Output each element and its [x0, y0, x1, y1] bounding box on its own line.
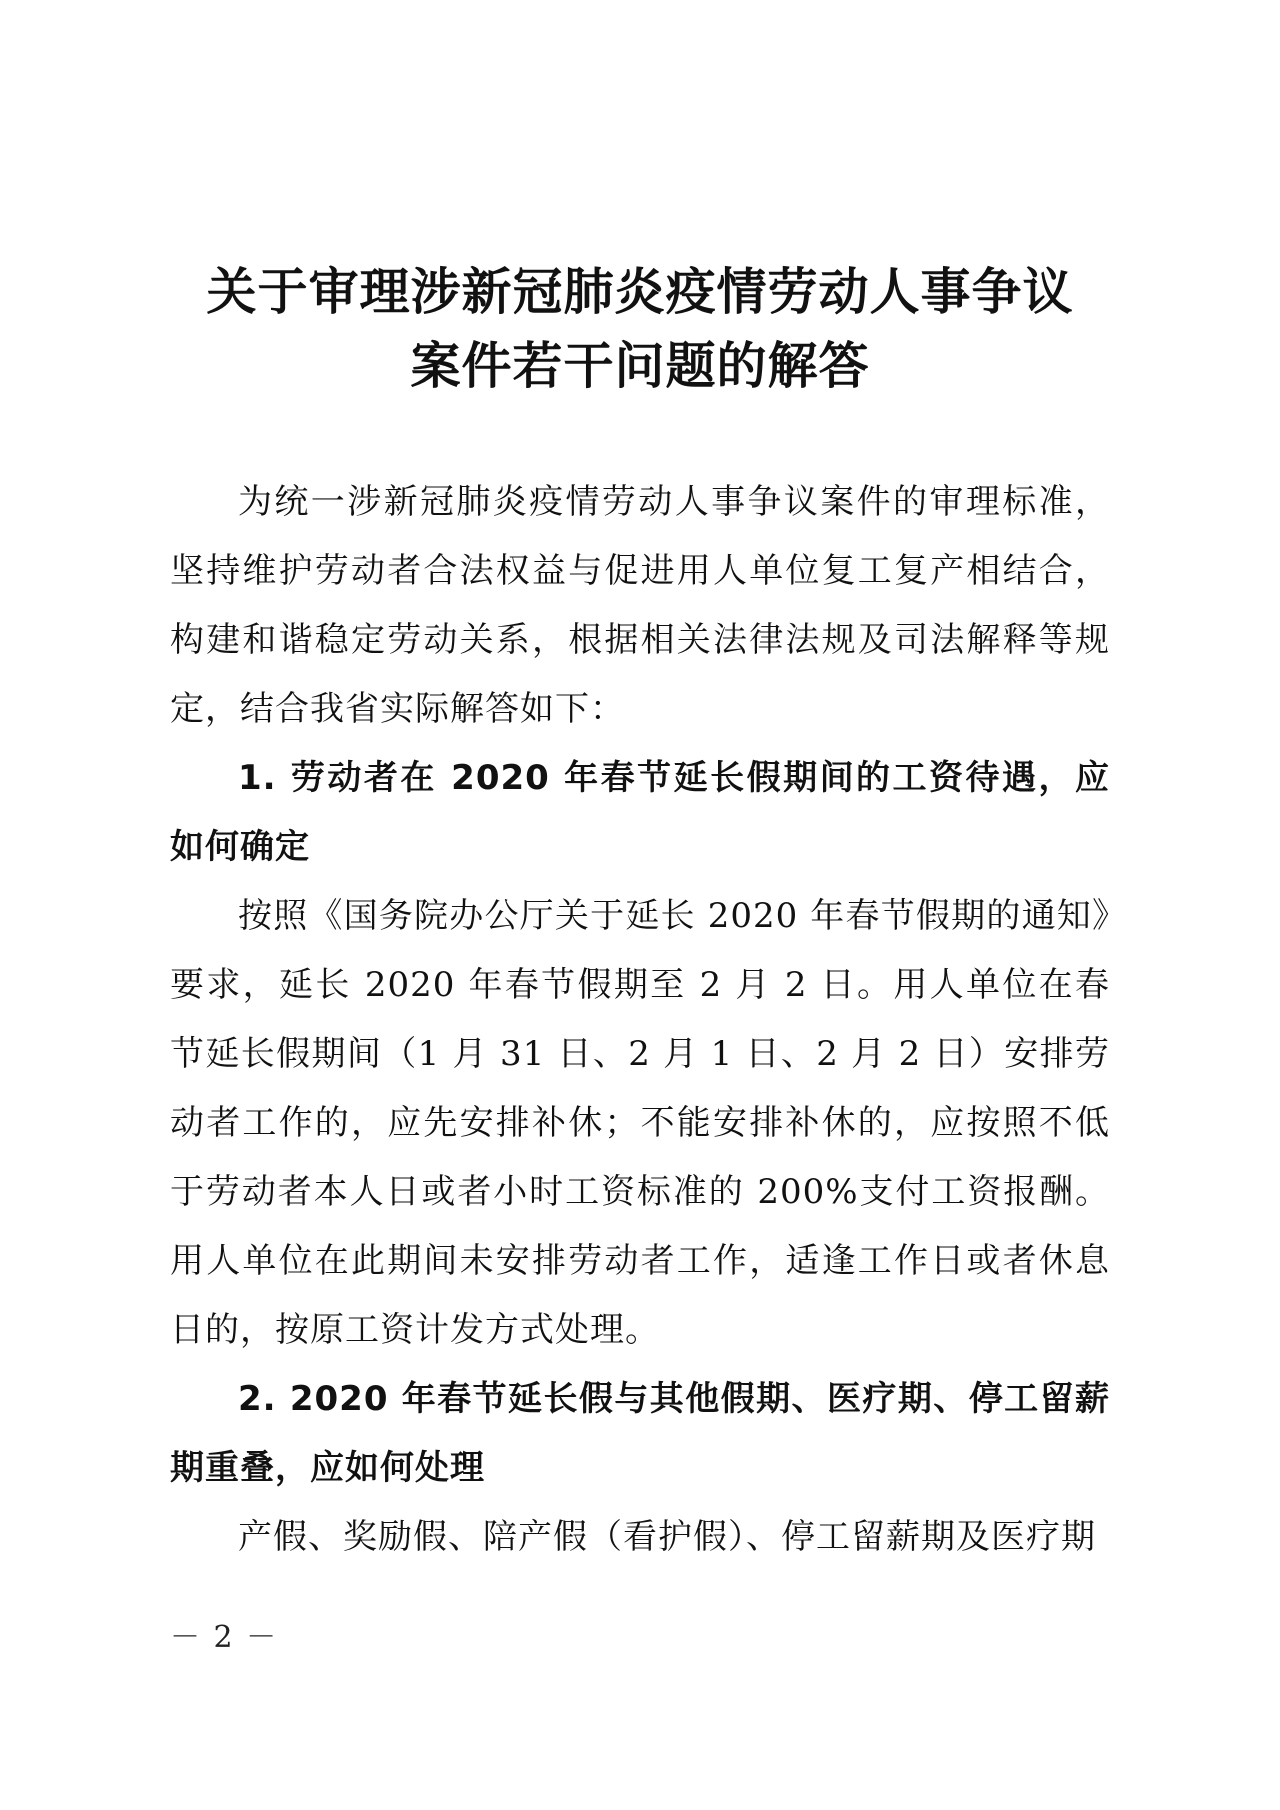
- question-2-answer-start: 产假、奖励假、陪产假（看护假）、停工留薪期及医疗期: [238, 1517, 1096, 1557]
- document-title-line-1: 关于审理涉新冠肺炎疫情劳动人事争议: [206, 263, 1074, 321]
- document-title-line-2: 案件若干问题的解答: [410, 337, 870, 395]
- question-2-heading: 2. 2020 年春节延长假与其他假期、医疗期、停工留薪期重叠，应如何处理: [170, 1379, 1110, 1488]
- intro-paragraph: 为统一涉新冠肺炎疫情劳动人事争议案件的审理标准，坚持维护劳动者合法权益与促进用人单位复工复产相结合，构建和谐稳定劳动关系，根据相关法律法规及司法解释等规定，结合我省实际解答如下：: [170, 482, 1110, 729]
- document-body: [170, 468, 1110, 1572]
- page-number: － 2 －: [170, 1620, 279, 1655]
- question-1-heading: 1. 劳动者在 2020 年春节延长假期间的工资待遇，应如何确定: [170, 758, 1110, 867]
- question-1-answer: 按照《国务院办公厅关于延长 2020 年春节假期的通知》要求，延长 2020 年春节假期至 2 月 2 日。用人单位在春节延长假期间（1 月 31 日、2 月 1 日、2 月 2 日）安排劳动者工作的，应先安排补休；不能安排补休的，应按照不低于劳动者本人日或者小时工资标准的 200%支付工资报酬。用人单位在此期间未安排劳动者工作，适逢工作日或者休息日的，按原工资计发方式处理。: [170, 896, 1110, 1350]
